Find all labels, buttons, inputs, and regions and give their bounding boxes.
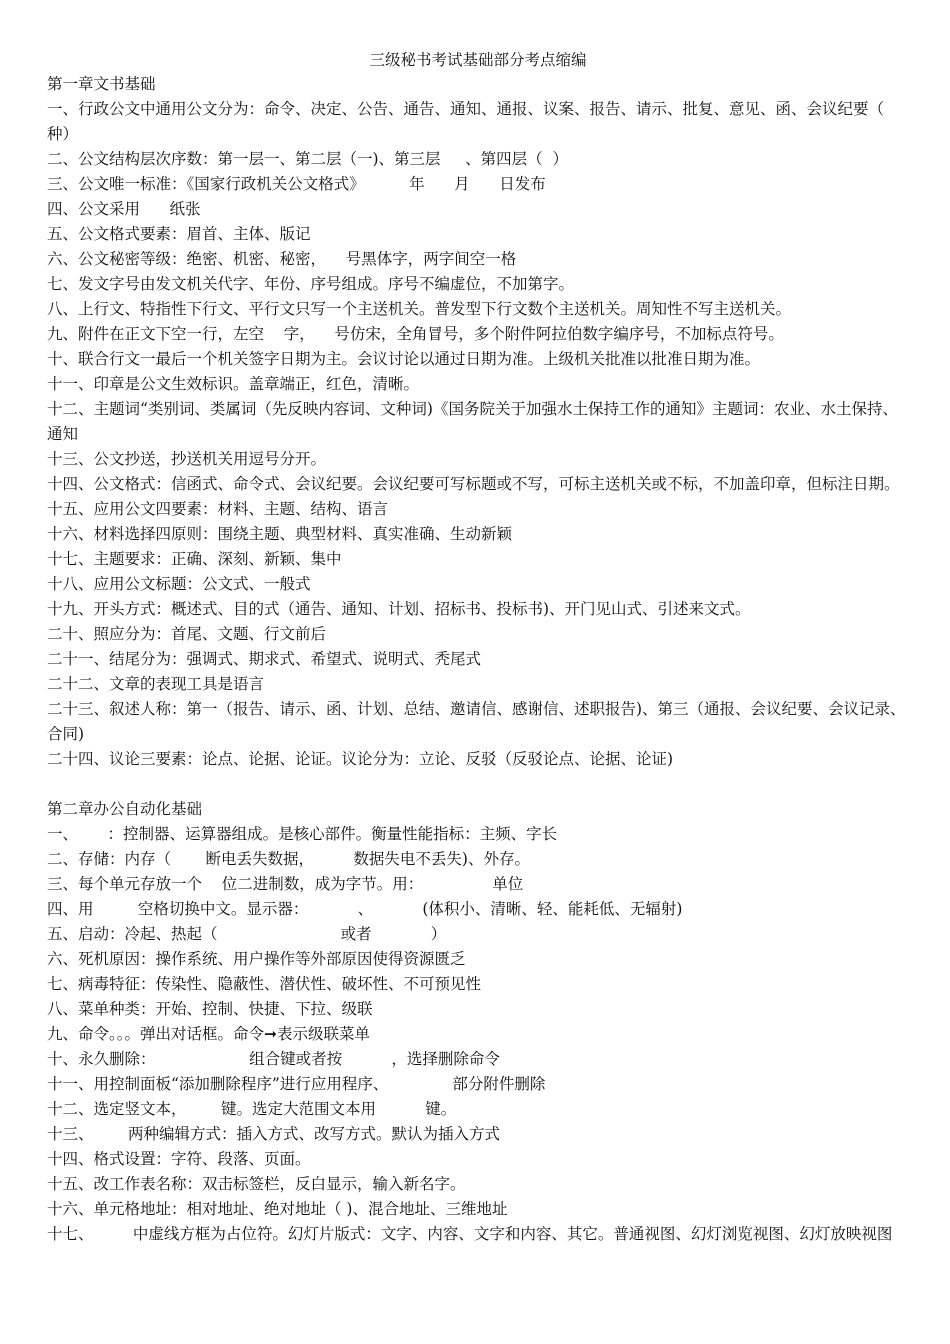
list-item: 九、附件在正文下空一行，左空 字， 号仿宋，全角冒号，多个附件阿拉伯数字编序号，不加标点符号。 [47, 325, 784, 343]
list-item: 十九、开头方式：概述式、目的式（通告、通知、计划、招标书、投标书)、开门见山式、引述来文式。 [47, 600, 751, 618]
list-item: 五、启动：冷起、热起（ 或者 ） [47, 925, 447, 943]
chapter-heading: 第一章文书基础 [47, 75, 156, 93]
list-item: 十五、改工作表名称：双击标签栏，反白显示，输入新名字。 [47, 1175, 466, 1193]
list-item: 十六、单元格地址：相对地址、绝对地址（ )、混合地址、三维地址 [47, 1200, 508, 1218]
list-item: 二、公文结构层次序数：第一层一、第二层（一)、第三层 、第四层（ ） [47, 150, 569, 168]
list-item: 十一、用控制面板“添加删除程序”进行应用程序、 部分附件删除 [47, 1075, 546, 1093]
list-item: 四、公文采用 纸张 [47, 200, 201, 218]
list-item: 十三、公文抄送，抄送机关用逗号分开。 [47, 450, 327, 468]
list-item: 九、命令。。。弹出对话框。命令➞表示级联菜单 [47, 1025, 370, 1043]
list-item: 二十、照应分为：首尾、文题、行文前后 [47, 625, 327, 643]
list-item: 二十四、议论三要素：论点、论据、论证。议论分为：立论、反驳（反驳论点、论据、论证) [47, 750, 674, 768]
section-spacer [47, 772, 909, 797]
list-item: 十七、 中虚线方框为占位符。幻灯片版式：文字、内容、文字和内容、其它。普通视图、幻灯浏览视图、幻灯放映视图 [47, 1225, 893, 1243]
list-item: 七、病毒特征：传染性、隐蔽性、潜伏性、破坏性、不可预见性 [47, 975, 482, 993]
list-item: 十二、选定竖文本， 键。选定大范围文本用 键。 [47, 1100, 457, 1118]
list-item: 三、每个单元存放一个 位二进制数，成为字节。用： 单位 [47, 875, 524, 893]
list-item: 八、菜单种类：开始、控制、快捷、下拉、级联 [47, 1000, 373, 1018]
list-item: 一、 ：控制器、运算器组成。是核心部件。衡量性能指标：主频、字长 [47, 825, 558, 843]
list-item: 十四、公文格式：信函式、命令式、会议纪要。会议纪要可写标题或不写，可标主送机关或不标，不加盖印章，但标注日期。 [47, 475, 900, 493]
document-title: 三级秘书考试基础部分考点缩编 [369, 51, 587, 69]
list-item: 五、公文格式要素：眉首、主体、版记 [47, 225, 311, 243]
list-item: 二十三、叙述人称：第一（报告、请示、函、计划、总结、邀请信、感谢信、述职报告)、第三（通报、会议纪要、会议记录、合同) [47, 700, 906, 743]
list-item: 十二、主题词“类别词、类属词（先反映内容词、文种词)《国务院关于加强水土保持工作的通知》主题词：农业、水土保持、通知 [47, 400, 898, 443]
list-item: 十五、应用公文四要素：材料、主题、结构、语言 [47, 500, 389, 518]
list-item: 十一、印章是公文生效标识。盖章端正，红色，清晰。 [47, 375, 420, 393]
list-item: 二十二、文章的表现工具是语言 [47, 675, 265, 693]
chapter2-list [47, 822, 909, 1247]
list-item: 十六、材料选择四原则：围绕主题、典型材料、真实准确、生动新颖 [47, 525, 513, 543]
list-item: 一、行政公文中通用公文分为：命令、决定、公告、通告、通知、通报、议案、报告、请示、批复、意见、函、会议纪要（ 种） [47, 100, 909, 143]
list-item: 四、用 空格切换中文。显示器： 、 (体积小、清晰、轻、能耗低、无辐射) [47, 900, 683, 918]
list-item: 六、死机原因：操作系统、用户操作等外部原因使得资源匮乏 [47, 950, 466, 968]
document-page [47, 48, 909, 1247]
list-item: 八、上行文、特指性下行文、平行文只写一个主送机关。普发型下行文数个主送机关。周知性不写主送机关。 [47, 300, 792, 318]
list-item: 十八、应用公文标题：公文式、一般式 [47, 575, 311, 593]
list-item: 十、联合行文一最后一个机关签字日期为主。会议讨论以通过日期为准。上级机关批准以批准日期为准。 [47, 350, 761, 368]
list-item: 七、发文字号由发文机关代字、年份、序号组成。序号不编虚位，不加第字。 [47, 275, 575, 293]
list-item: 三、公文唯一标准：《国家行政机关公文格式》 年 月 日发布 [47, 175, 546, 193]
list-item: 二、存储：内存（ 断电丢失数据， 数据失电不丢失)、外存。 [47, 850, 530, 868]
chapter1-list [47, 97, 909, 772]
list-item: 二十一、结尾分为：强调式、期求式、希望式、说明式、秃尾式 [47, 650, 482, 668]
chapter-heading: 第二章办公自动化基础 [47, 800, 203, 818]
list-item: 六、公文秘密等级：绝密、机密、秘密， 号黑体字，两字间空一格 [47, 250, 517, 268]
list-item: 十七、主题要求：正确、深刻、新颖、集中 [47, 550, 342, 568]
list-item: 十、永久删除： 组合键或者按 ，选择删除命令 [47, 1050, 500, 1068]
list-item: 十三、 两种编辑方式：插入方式、改写方式。默认为插入方式 [47, 1125, 500, 1143]
list-item: 十四、格式设置：字符、段落、页面。 [47, 1150, 311, 1168]
